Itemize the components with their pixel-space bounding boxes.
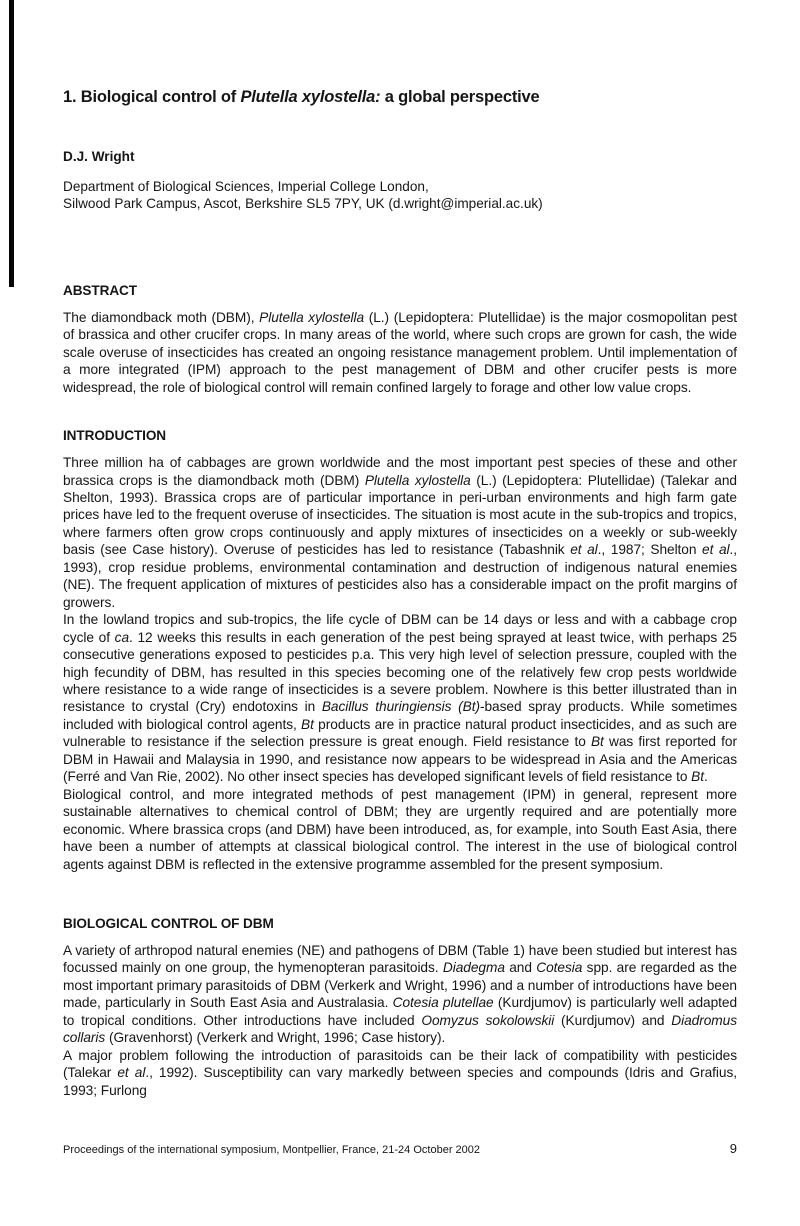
paragraph: Three million ha of cabbages are grown worldwide and the most important pest species of these and other brassica crops is the diamondback moth (DBM) Plutella xylostella (L.) (Lepidoptera: Plutellidae) (Talekar and Shelton, 1993). Brassica crops are of particular importance in peri-urban environments and high farm gate prices have led to the frequent overuse of insecticides. The situation is most acute in the sub-tropics and tropics, where farmers often grow crops continuously and apply mixtures of insecticides on a weekly or sub-weekly basis (see Case history). Overuse of pesticides has led to resistance (Tabashnik et al., 1987; Shelton et al., 1993), crop residue problems, environmental contamination and destruction of indigenous natural enemies (NE). The frequent application of mixtures of pesticides also has a considerable impact on the profit margins of growers. [63,455,738,610]
paper-title: 1. Biological control of Plutella xylostella: a global perspective [63,88,540,106]
page-footer [63,1141,737,1156]
page-number: 9 [729,1141,737,1156]
author-name: D.J. Wright [63,149,135,164]
affiliation-line-1: Department of Biological Sciences, Imperial College London, [63,179,429,194]
section-biological-control [63,899,737,1099]
paragraph: A variety of arthropod natural enemies (NE) and pathogens of DBM (Table 1) have been studied but interest has focussed mainly on one group, the hymenopteran parasitoids. Diadegma and Cotesia spp. are regarded as the most important primary parasitoids of DBM (Verkerk and Wright, 1996) and a number of introductions have been made, particularly in South East Asia and Australasia. Cotesia plutellae (Kurdjumov) is particularly well adapted to tropical conditions. Other introductions have included Oomyzus sokolowskii (Kurdjumov) and Diadromus collaris (Gravenhorst) (Verkerk and Wright, 1996; Case history). [63,942,738,1046]
section-abstract [63,283,737,396]
section-introduction [63,411,737,873]
affiliation [63,178,737,213]
section-heading-introduction: INTRODUCTION [63,428,167,444]
section-heading-biological-control: BIOLOGICAL CONTROL OF DBM [63,915,274,931]
scan-artifact-bar [9,0,14,287]
footer-proceedings-text: Proceedings of the international symposium, Montpellier, France, 21-24 October 2002 [63,1144,481,1156]
paragraph: A major problem following the introduction of parasitoids can be their lack of compatibility with pesticides (Talekar et al., 1992). Susceptibility can vary markedly between species and compounds (Idris and Grafius, 1993; Furlong [63,1047,737,1098]
paragraph: The diamondback moth (DBM), Plutella xylostella (L.) (Lepidoptera: Plutellidae) is the major cosmopolitan pest of brassica and other crucifer crops. In many areas of the world, where such crops are grown for cash, the wide scale overuse of insecticides has created an ongoing resistance management problem. Until implementation of a more integrated (IPM) approach to the pest management of DBM and other crucifer pests is more widespread, the role of biological control will remain confined largely to forage and other low value crops. [63,309,738,395]
affiliation-line-2: Silwood Park Campus, Ascot, Berkshire SL5 7PY, UK (d.wright@imperial.ac.uk) [63,196,543,212]
paragraph: In the lowland tropics and sub-tropics, the life cycle of DBM can be 14 days or less and with a cabbage crop cycle of ca. 12 weeks this results in each generation of the pest being sprayed at least twice, with perhaps 25 consecutive generations exposed to pesticides p.a. This very high level of selection pressure, coupled with the high fecundity of DBM, has resulted in this species becoming one of the relatively few crop pests worldwide where resistance to a wide range of insecticides is a severe problem. Nowhere is this better illustrated than in resistance to crystal (Cry) endotoxins in Bacillus thuringiensis (Bt)-based spray products. While sometimes included with biological control agents, Bt products are in practice natural product insecticides, and as such are vulnerable to resistance if the selection pressure is great enough. Field resistance to Bt was first reported for DBM in Hawaii and Malaysia in 1990, and resistance now appears to be widespread in Asia and the Americas (Ferré and Van Rie, 2002). No other insect species has developed significant levels of field resistance to Bt. [63,612,738,785]
paragraph: Biological control, and more integrated methods of pest management (IPM) in general, represent more sustainable alternatives to chemical control of DBM; they are urgently required and are potentially more economic. Where brassica crops (and DBM) have been introduced, as, for example, into South East Asia, there have been a number of attempts at classical biological control. The interest in the use of biological control agents against DBM is reflected in the extensive programme assembled for the present symposium. [63,786,737,872]
section-heading-abstract: ABSTRACT [63,282,137,298]
